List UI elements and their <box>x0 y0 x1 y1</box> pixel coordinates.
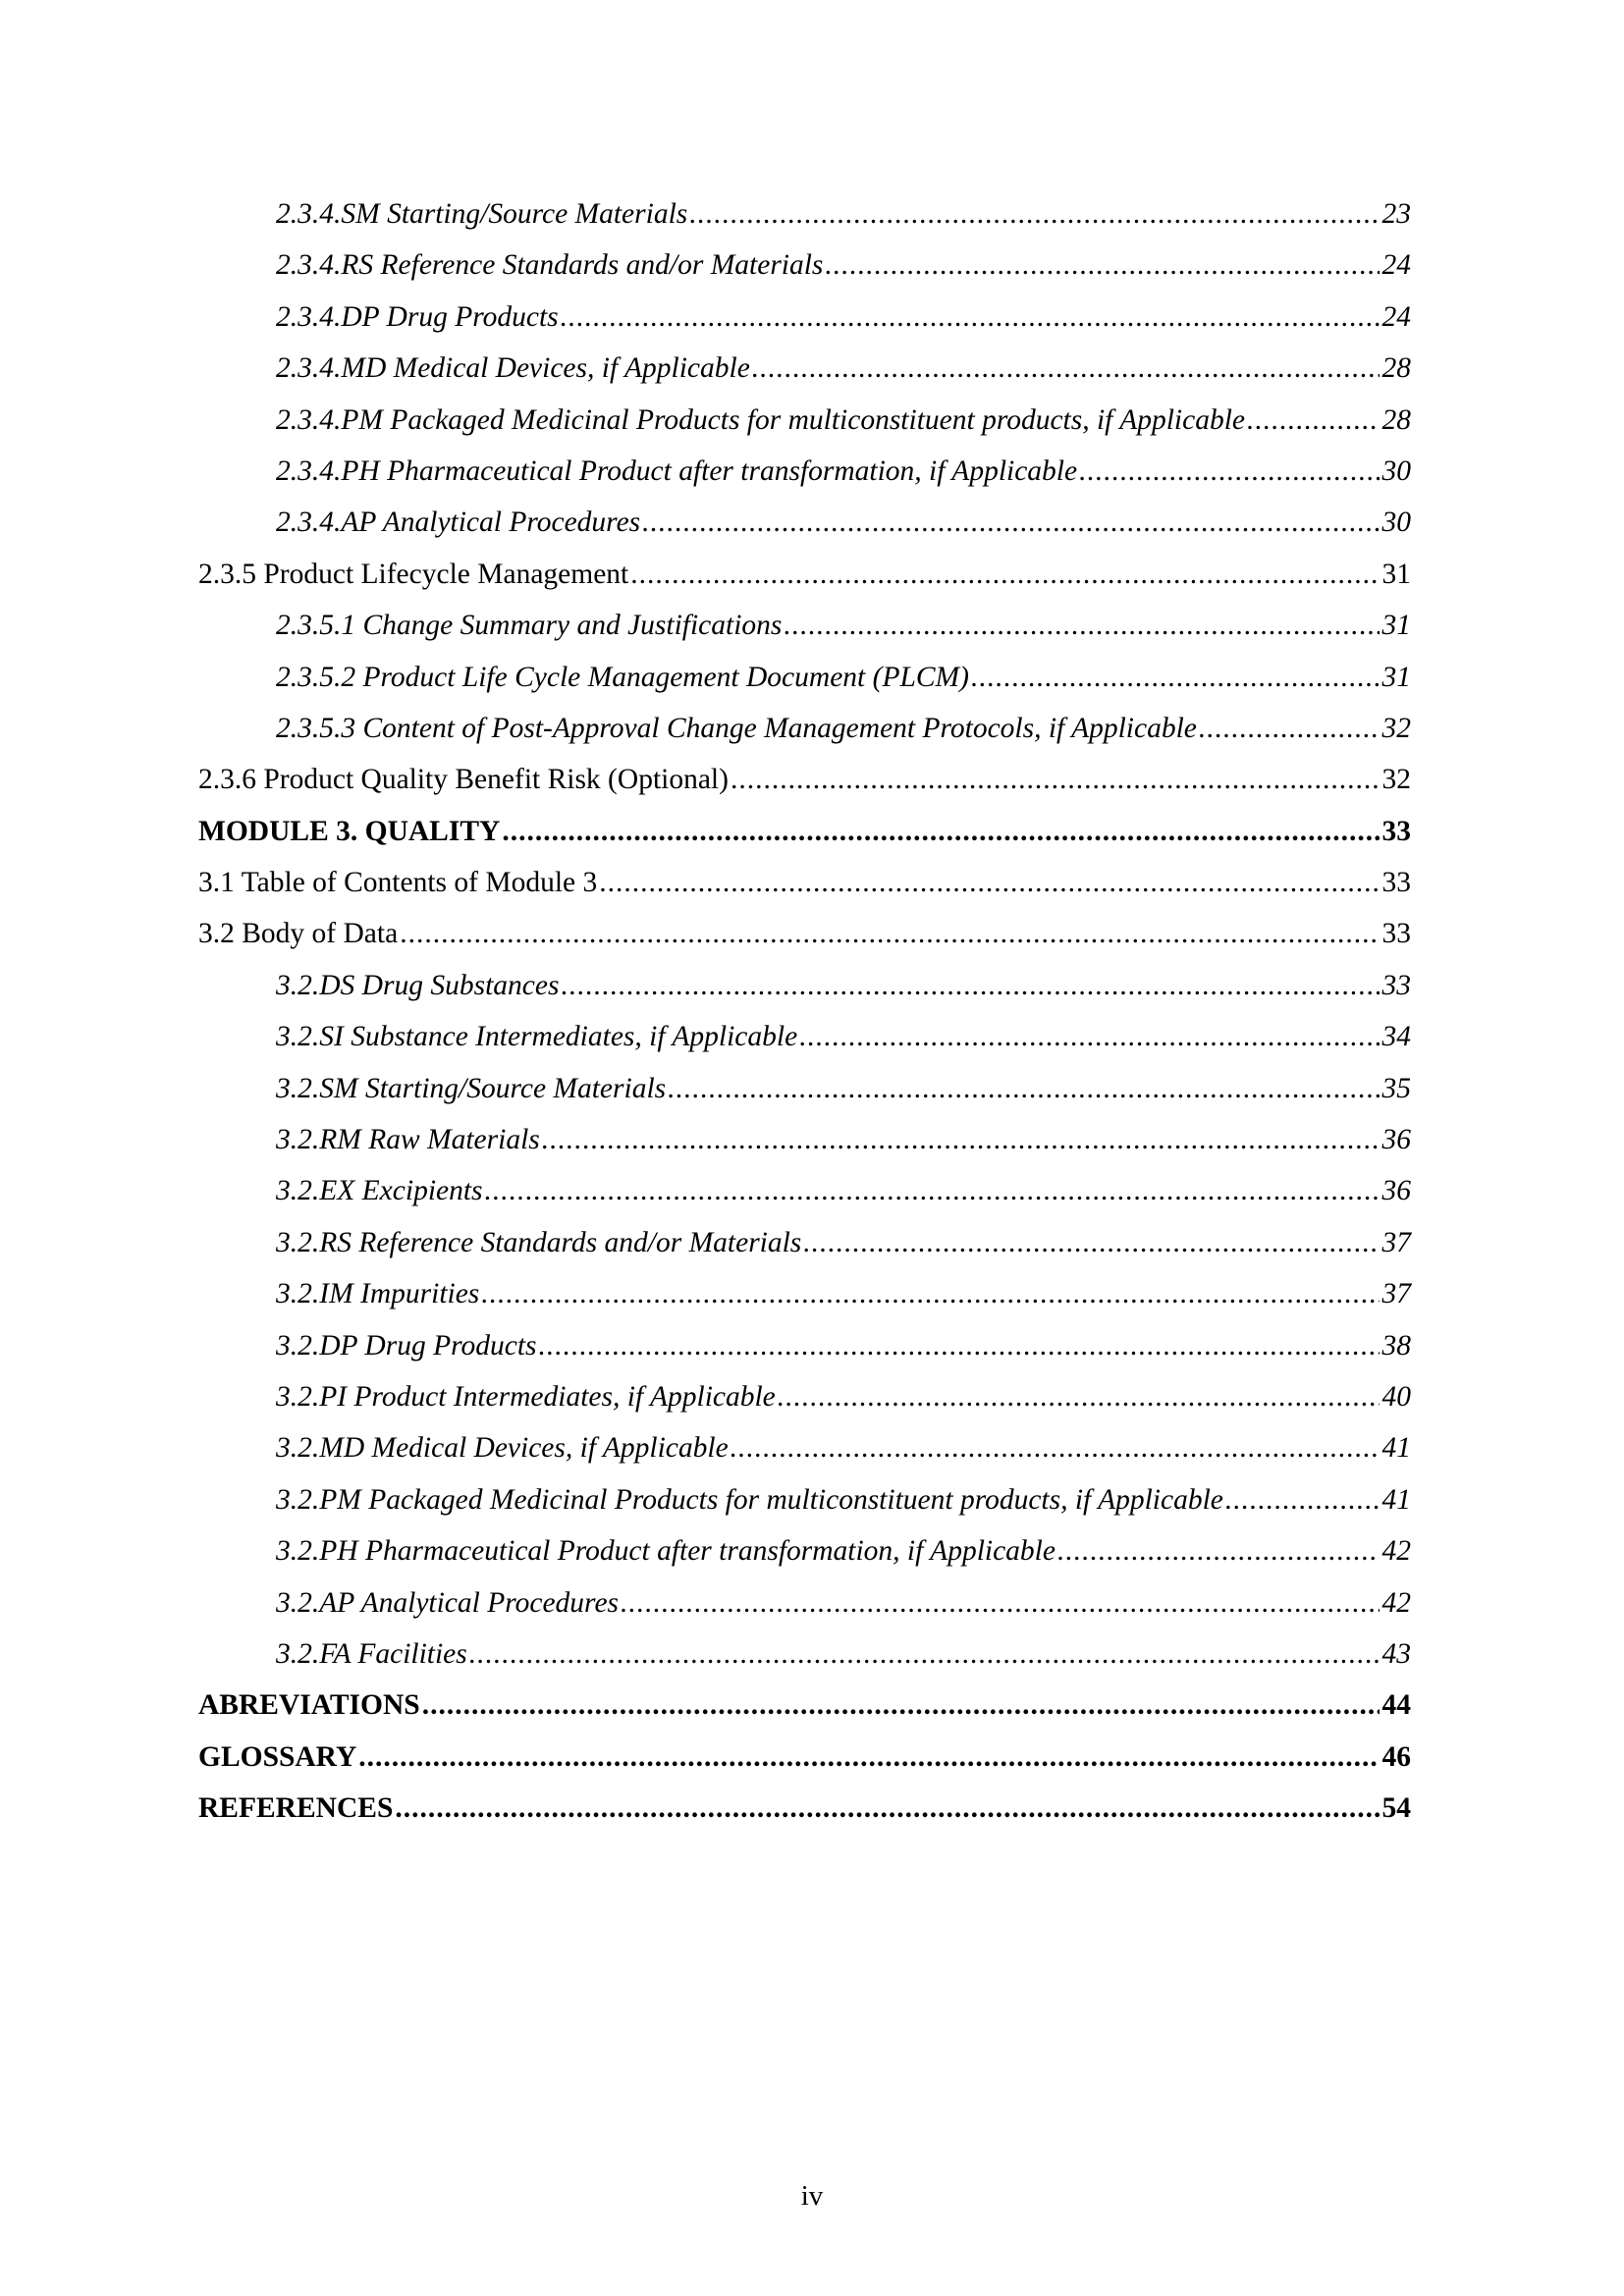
toc-entry-title: 2.3.4.AP Analytical Procedures <box>276 507 641 539</box>
toc-entry-page: 33 <box>1381 918 1411 950</box>
toc-entry-page: 43 <box>1381 1637 1411 1670</box>
toc-entry[interactable] <box>0 1011 1624 1062</box>
toc-entry[interactable] <box>0 1217 1624 1268</box>
dot-leader <box>1079 446 1379 497</box>
toc-entry-page: 33 <box>1381 815 1411 847</box>
toc-entry-page: 36 <box>1381 1124 1411 1156</box>
toc-entry[interactable] <box>0 1629 1624 1680</box>
dot-leader <box>689 188 1379 240</box>
toc-entry-page: 44 <box>1381 1689 1411 1722</box>
dot-leader <box>778 1371 1380 1422</box>
toc-entry-page: 32 <box>1381 712 1411 744</box>
toc-entry[interactable] <box>0 395 1624 446</box>
toc-entry-page: 28 <box>1381 403 1411 436</box>
toc-entry[interactable] <box>0 652 1624 703</box>
toc-entry[interactable] <box>0 1680 1624 1731</box>
toc-entry[interactable] <box>0 1732 1624 1783</box>
toc-entry[interactable] <box>0 1474 1624 1525</box>
toc-entry[interactable] <box>0 497 1624 548</box>
toc-entry-title: 3.1 Table of Contents of Module 3 <box>198 867 598 899</box>
toc-entry-title: 3.2.RS Reference Standards and/or Materials <box>276 1226 802 1258</box>
toc-entry-title: 2.3.5.3 Content of Post-Approval Change Management Protocols, if Applicable <box>276 712 1197 744</box>
toc-entry-title: 3.2.DS Drug Substances <box>276 969 560 1001</box>
toc-entry-title: 2.3.4.RS Reference Standards and/or Materials <box>276 249 824 282</box>
toc-entry-title: 2.3.4.PM Packaged Medicinal Products for multiconstituent products, if Applicable <box>276 403 1245 436</box>
toc-entry-page: 42 <box>1381 1535 1411 1568</box>
dot-leader <box>485 1165 1380 1216</box>
table-of-contents <box>0 188 1624 1835</box>
dot-leader <box>502 806 1379 857</box>
toc-entry-page: 30 <box>1381 454 1411 487</box>
dot-leader <box>799 1011 1379 1062</box>
toc-entry[interactable] <box>0 446 1624 497</box>
toc-entry[interactable] <box>0 188 1624 240</box>
toc-entry-page: 38 <box>1381 1329 1411 1362</box>
dot-leader <box>422 1680 1380 1731</box>
toc-entry-page: 41 <box>1381 1483 1411 1516</box>
dot-leader <box>395 1783 1379 1834</box>
toc-entry-page: 35 <box>1381 1072 1411 1104</box>
dot-leader <box>358 1732 1379 1783</box>
dot-leader <box>599 857 1379 908</box>
toc-entry-title: REFERENCES <box>198 1792 394 1825</box>
toc-entry-page: 34 <box>1381 1021 1411 1053</box>
dot-leader <box>1199 703 1380 754</box>
toc-entry-title: 3.2.AP Analytical Procedures <box>276 1586 620 1619</box>
toc-entry[interactable] <box>0 960 1624 1011</box>
dot-leader <box>539 1320 1380 1371</box>
toc-entry[interactable] <box>0 703 1624 754</box>
dot-leader <box>825 240 1379 291</box>
toc-entry[interactable] <box>0 1165 1624 1216</box>
dot-leader <box>481 1268 1379 1319</box>
toc-entry[interactable] <box>0 806 1624 857</box>
toc-entry-title: 3.2 Body of Data <box>198 918 399 950</box>
dot-leader <box>731 754 1380 805</box>
toc-entry-title: 2.3.5 Product Lifecycle Management <box>198 558 629 590</box>
dot-leader <box>621 1577 1379 1629</box>
dot-leader <box>542 1114 1380 1165</box>
toc-entry-title: GLOSSARY <box>198 1740 357 1773</box>
toc-entry[interactable] <box>0 1525 1624 1576</box>
dot-leader <box>400 908 1379 959</box>
toc-entry-title: 3.2.PI Product Intermediates, if Applicable <box>276 1380 776 1413</box>
dot-leader <box>1057 1525 1380 1576</box>
toc-entry-page: 41 <box>1381 1432 1411 1465</box>
dot-leader <box>469 1629 1380 1680</box>
toc-entry-page: 54 <box>1381 1792 1411 1825</box>
toc-entry-page: 30 <box>1381 507 1411 539</box>
toc-entry-title: 3.2.PM Packaged Medicinal Products for multiconstituent products, if Applicable <box>276 1483 1223 1516</box>
dot-leader <box>630 549 1379 600</box>
toc-entry-page: 31 <box>1381 610 1411 642</box>
toc-entry[interactable] <box>0 857 1624 908</box>
toc-entry[interactable] <box>0 1783 1624 1834</box>
dot-leader <box>803 1217 1379 1268</box>
toc-entry-title: 3.2.PH Pharmaceutical Product after transformation, if Applicable <box>276 1535 1056 1568</box>
toc-entry-title: 3.2.MD Medical Devices, if Applicable <box>276 1432 729 1465</box>
toc-entry[interactable] <box>0 1422 1624 1473</box>
dot-leader <box>561 292 1380 343</box>
toc-entry-title: 3.2.IM Impurities <box>276 1278 480 1310</box>
toc-entry-title: 3.2.RM Raw Materials <box>276 1124 540 1156</box>
toc-entry-page: 28 <box>1381 352 1411 385</box>
toc-entry[interactable] <box>0 1577 1624 1629</box>
toc-entry-title: 3.2.DP Drug Products <box>276 1329 537 1362</box>
toc-entry[interactable] <box>0 754 1624 805</box>
toc-entry-title: 2.3.4.DP Drug Products <box>276 300 559 333</box>
toc-entry-page: 33 <box>1381 969 1411 1001</box>
toc-entry-page: 42 <box>1381 1586 1411 1619</box>
toc-entry[interactable] <box>0 549 1624 600</box>
toc-entry-title: 3.2.SI Substance Intermediates, if Applicable <box>276 1021 798 1053</box>
toc-entry-title: 2.3.6 Product Quality Benefit Risk (Optional) <box>198 764 729 796</box>
toc-entry-title: ABREVIATIONS <box>198 1689 420 1722</box>
toc-entry-title: 3.2.FA Facilities <box>276 1637 467 1670</box>
dot-leader <box>668 1063 1379 1114</box>
dot-leader <box>784 600 1379 651</box>
toc-entry-page: 23 <box>1381 198 1411 230</box>
toc-entry-page: 36 <box>1381 1175 1411 1207</box>
dot-leader <box>731 1422 1380 1473</box>
dot-leader <box>1247 395 1380 446</box>
page-number: iv <box>800 2180 824 2212</box>
dot-leader <box>752 343 1380 394</box>
toc-entry-page: 31 <box>1381 661 1411 693</box>
dot-leader <box>642 497 1379 548</box>
toc-entry-title: 3.2.EX Excipients <box>276 1175 483 1207</box>
toc-entry-page: 40 <box>1381 1380 1411 1413</box>
toc-entry-page: 24 <box>1381 300 1411 333</box>
toc-entry[interactable] <box>0 1320 1624 1371</box>
toc-entry[interactable] <box>0 292 1624 343</box>
toc-entry[interactable] <box>0 908 1624 959</box>
toc-entry[interactable] <box>0 1371 1624 1422</box>
toc-entry-page: 33 <box>1381 867 1411 899</box>
toc-entry[interactable] <box>0 600 1624 651</box>
toc-entry-title: 2.3.4.PH Pharmaceutical Product after transformation, if Applicable <box>276 454 1078 487</box>
toc-entry-title: 2.3.4.MD Medical Devices, if Applicable <box>276 352 750 385</box>
toc-entry[interactable] <box>0 1063 1624 1114</box>
toc-entry-page: 32 <box>1381 764 1411 796</box>
toc-entry-page: 31 <box>1381 558 1411 590</box>
toc-entry-page: 37 <box>1381 1278 1411 1310</box>
dot-leader <box>561 960 1379 1011</box>
toc-entry-title: MODULE 3. QUALITY <box>198 815 501 847</box>
dot-leader <box>1225 1474 1380 1525</box>
toc-entry-page: 37 <box>1381 1226 1411 1258</box>
toc-entry-title: 3.2.SM Starting/Source Materials <box>276 1072 667 1104</box>
toc-entry-title: 2.3.4.SM Starting/Source Materials <box>276 198 688 230</box>
toc-entry[interactable] <box>0 1268 1624 1319</box>
toc-entry-title: 2.3.5.2 Product Life Cycle Management Document (PLCM) <box>276 661 969 693</box>
dot-leader <box>971 652 1380 703</box>
toc-entry[interactable] <box>0 1114 1624 1165</box>
toc-entry-page: 46 <box>1381 1740 1411 1773</box>
toc-entry-title: 2.3.5.1 Change Summary and Justifications <box>276 610 783 642</box>
toc-entry-page: 24 <box>1381 249 1411 282</box>
toc-entry[interactable] <box>0 343 1624 394</box>
toc-entry[interactable] <box>0 240 1624 291</box>
